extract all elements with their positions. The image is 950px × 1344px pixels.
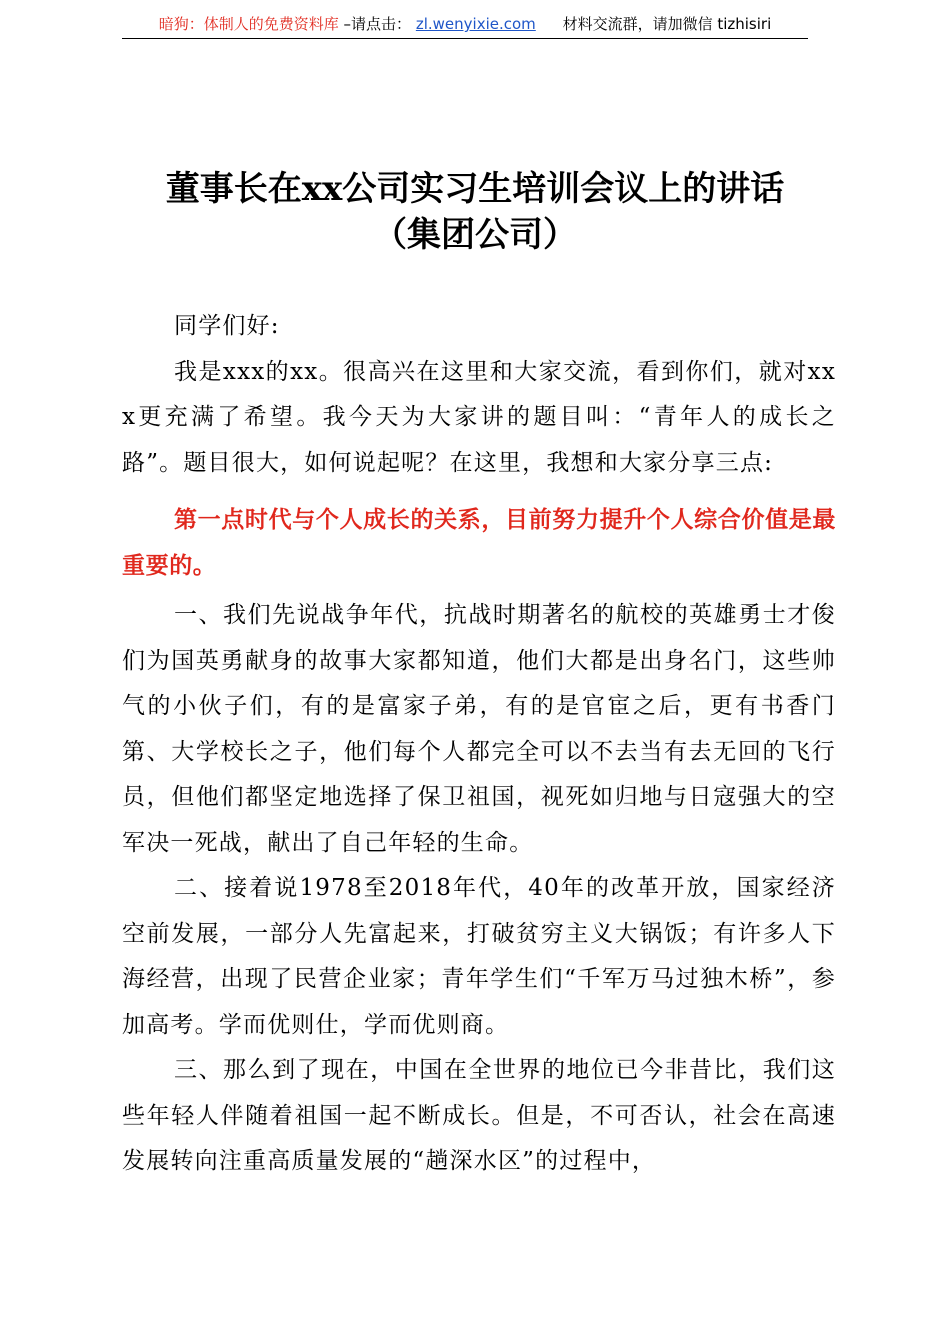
intro-paragraph: 我是xxx的xx。很高兴在这里和大家交流，看到你们，就对xxx更充满了希望。我今天为大家讲的题目叫：“青年人的成长之路”。题目很大，如何说起呢？在这里，我想和大家分享三点: xyxy=(122,358,836,476)
document-body xyxy=(122,304,836,1185)
document-title xyxy=(110,166,840,258)
paragraph-reform-era: 二、接着说1978至2018年代，40年的改革开放，国家经济空前发展，一部分人先富起来，打破贫穷主义大锅饭；有许多人下海经营，出现了民营企业家；青年学生们“千军万马过独木桥”，参加高考。学而优则仕，学而优则商。 xyxy=(122,875,836,1038)
header-click-text: –请点击： xyxy=(343,15,412,33)
greeting-paragraph: 同学们好: xyxy=(174,313,280,339)
title-line-2: （集团公司） xyxy=(373,215,577,255)
header-ad-text: 暗狗：体制人的免费资料库 xyxy=(158,15,339,33)
header-url-link[interactable]: zl.wenyixie.com xyxy=(415,15,536,33)
paragraph-present: 三、那么到了现在，中国在全世界的地位已今非昔比，我们这些年轻人伴随着祖国一起不断成长。但是，不可否认，社会在高速发展转向注重高质量发展的“趟深水区”的过程中， xyxy=(122,1057,836,1174)
section-heading-1: 第一点时代与个人成长的关系，目前努力提升个人综合价值是最重要的。 xyxy=(122,507,836,579)
paragraph-war-era: 一、我们先说战争年代，抗战时期著名的航校的英雄勇士才俊们为国英勇献身的故事大家都知道，他们大都是出身名门，这些帅气的小伙子们，有的是富家子弟，有的是官宦之后，更有书香门第、大学校长之子，他们每个人都完全可以不去当有去无回的飞行员，但他们都坚定地选择了保卫祖国，视死如归地与日寇强大的空军决一死战，献出了自己年轻的生命。 xyxy=(122,602,836,856)
title-line-1: 董事长在xx公司实习生培训会议上的讲话 xyxy=(165,169,785,209)
header-contact-text: 材料交流群，请加微信 tizhisiri xyxy=(562,15,772,33)
page-header xyxy=(122,14,808,39)
